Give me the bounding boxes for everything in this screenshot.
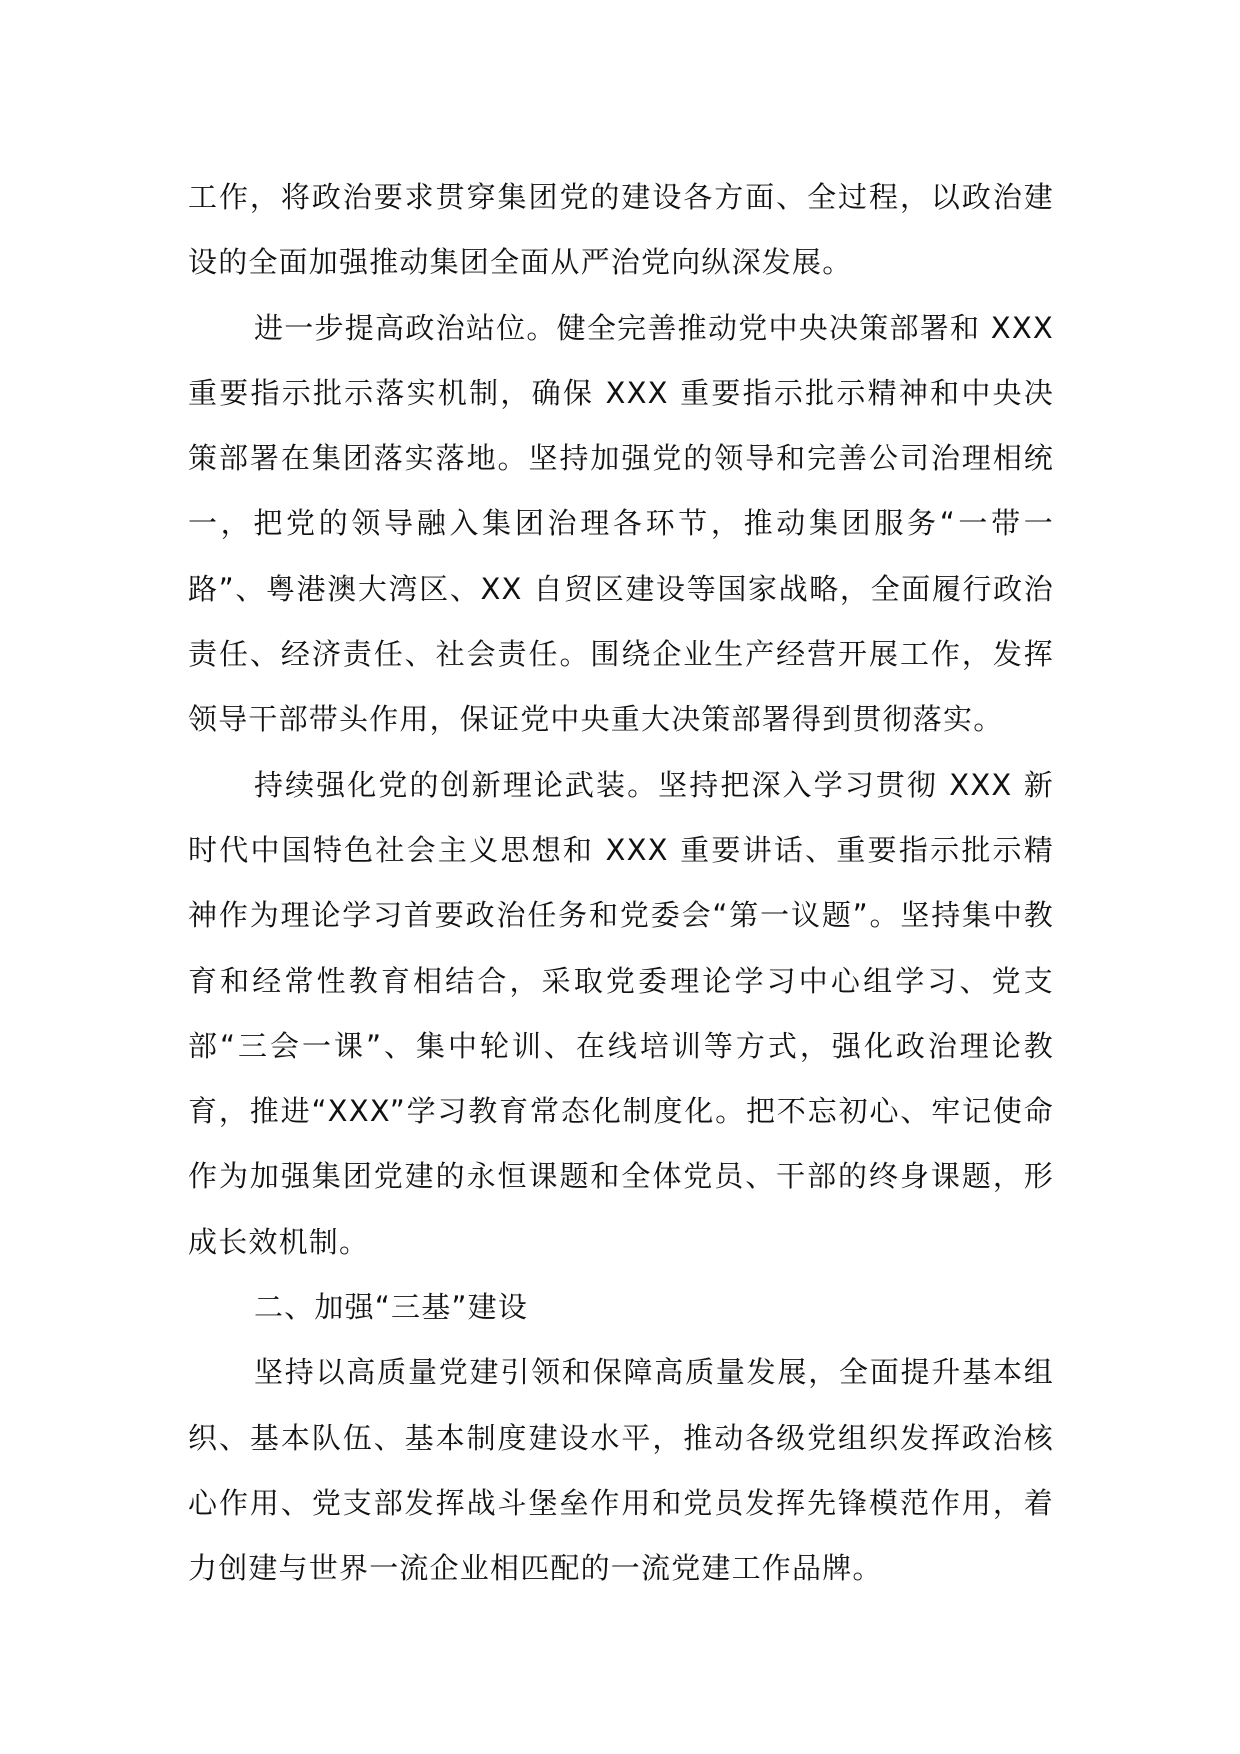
body-paragraph: 持续强化党的创新理论武装。坚持把深入学习贯彻 XXX 新时代中国特色社会主义思想和 XXX 重要讲话、重要指示批示精神作为理论学习首要政治任务和党委会“第一议题”。坚持集中教育和经常性教育相结合，采取党委理论学习中心组学习、党支部“三会一课”、集中轮训、在线培训等方式，强化政治理论教育，推进“XXX”学习教育常态化制度化。把不忘初心、牢记使命作为加强集团党建的永恒课题和全体党员、干部的终身课题，形成长效机制。 (188, 767, 1054, 1259)
body-paragraph: 工作，将政治要求贯穿集团党的建设各方面、全过程，以政治建设的全面加强推动集团全面从严治党向纵深发展。 (188, 180, 1054, 280)
document-body (188, 165, 1054, 1602)
body-paragraph: 坚持以高质量党建引领和保障高质量发展，全面提升基本组织、基本队伍、基本制度建设水平，推动各级党组织发挥政治核心作用、党支部发挥战斗堡垒作用和党员发挥先锋模范作用，着力创建与世界一流企业相匹配的一流党建工作品牌。 (188, 1355, 1054, 1586)
section-heading: 二、加强“三基”建设 (254, 1290, 529, 1325)
body-paragraph: 进一步提高政治站位。健全完善推动党中央决策部署和 XXX 重要指示批示落实机制，确保 XXX 重要指示批示精神和中央决策部署在集团落实落地。坚持加强党的领导和完善公司治理相统一，把党的领导融入集团治理各环节，推动集团服务“一带一路”、粤港澳大湾区、XX 自贸区建设等国家战略，全面履行政治责任、经济责任、社会责任。围绕企业生产经营开展工作，发挥领导干部带头作用，保证党中央重大决策部署得到贯彻落实。 (188, 310, 1054, 737)
